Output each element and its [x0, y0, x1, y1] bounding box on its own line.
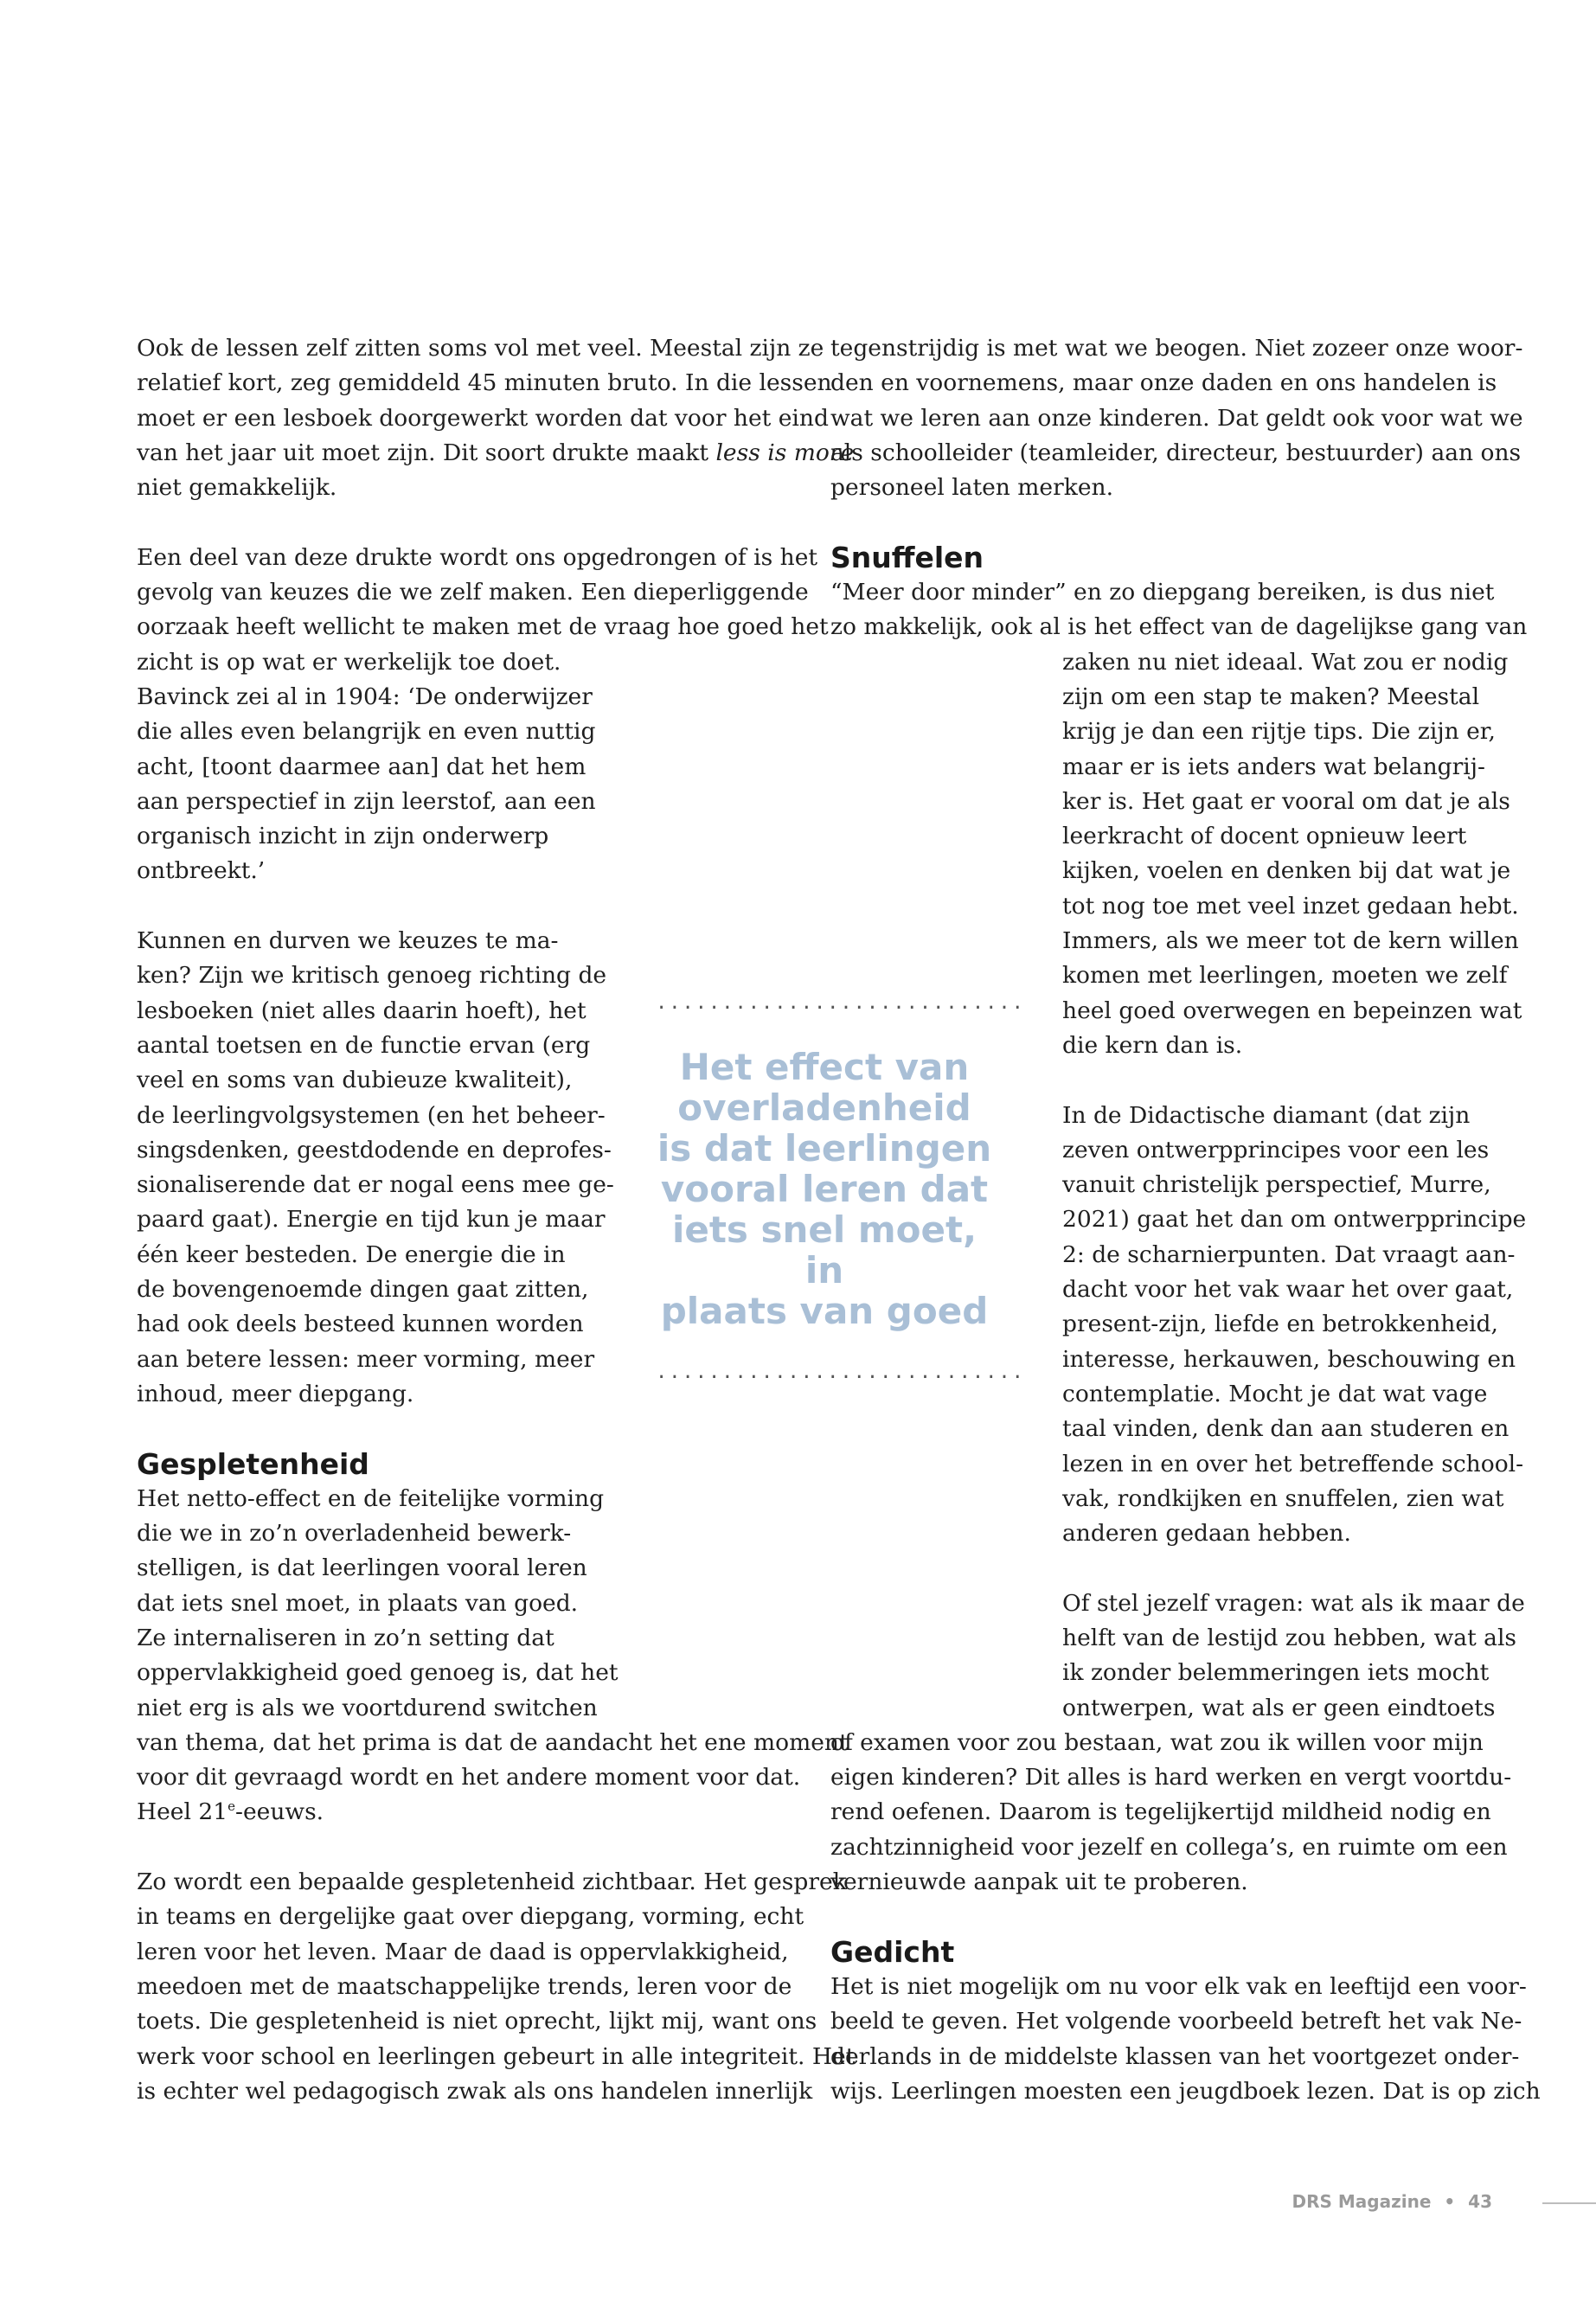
- left-paragraph-4: Het netto-effect en de feitelijke vorming die we in zo’n overladenheid bewerk- stelligen, is dat leerlingen vooral leren dat iets snel moet, in plaats van goed. Ze internaliseren in zo’n setting dat oppervlakkigheid goed genoeg is, dat het niet erg is als we voortdurend switchen van thema, dat het prima is dat de aandacht het ene moment voor dit gevraagd wordt en het andere moment voor dat. Heel 21e-eeuws.: [137, 1484, 849, 1826]
- heading-gedicht: Gedicht: [830, 1934, 955, 1969]
- pull-quote: [656, 992, 1025, 1383]
- footer-separator: •: [1444, 2191, 1456, 2212]
- heading-gespletenheid: Gespletenheid: [137, 1446, 369, 1481]
- right-paragraph-4: Of stel jezelf vragen: wat als ik maar de helft van de lestijd zou hebben, wat als ik zonder belemmeringen iets mocht ontwerpen, wat als er geen eindtoets of examen voor zou bestaan, wat zou ik willen voor mijn eigen kinderen? Dit alles is hard werken en vergt voortdu- rend oefenen. Daarom is tegelijkertijd mildheid nodig en zachtzinnigheid voor jezelf en collega’s, en ruimte om een vernieuwde aanpak uit te proberen.: [830, 1589, 1525, 1896]
- footer-rule: [1542, 2202, 1596, 2204]
- emphasis-less-is-more: less is more: [715, 439, 855, 466]
- left-paragraph-1: Ook de lessen zelf zitten soms vol met veel. Meestal zijn ze relatief kort, zeg gemiddeld 45 minuten bruto. In die lessen moet er een lesboek doorgewerkt worden dat voor het eind van het jaar uit moet zijn. Dit soort drukte maakt less is more niet gemakkelijk.: [137, 335, 855, 502]
- left-paragraph-5: Zo wordt een bepaalde gespletenheid zichtbaar. Het gesprek in teams en dergelijke gaat over diepgang, vorming, echt leren voor het leven. Maar de daad is oppervlakkigheid, meedoen met de maatschappelijke trends, leren voor de toets. Die gespletenheid is niet oprecht, lijkt mij, want ons werk voor school en leerlingen gebeurt in alle integriteit. Het is echter wel pedagogisch zwak als ons handelen innerlijk: [137, 1868, 856, 2105]
- page-number: 43: [1468, 2191, 1492, 2212]
- right-paragraph-5: Het is niet mogelijk om nu voor elk vak en leeftijd een voor- beeld te geven. Het volgende voorbeeld betreft het vak Ne- derlands in de middelste klassen van het voortgezet onder- wijs. Leerlingen moesten een jeugdboek lezen. Dat is op zich: [830, 1972, 1541, 2105]
- right-paragraph-2: “Meer door minder” en zo diepgang bereiken, is dus niet zo makkelijk, ook al is het effect van de dagelijkse gang van zaken nu niet ideaal. Wat zou er nodig zijn om een stap te maken? Meestal krijg je dan een rijtje tips. Die zijn er, maar er is iets anders wat belangrij- ker is. Het gaat er vooral om dat je als leerkracht of docent opnieuw leert kijken, voelen en denken bij dat wat je tot nog toe met veel inzet gedaan hebt. Immers, als we meer tot de kern willen komen met leerlingen, moeten we zelf heel goed overwegen en bepeinzen wat die kern dan is.: [830, 579, 1528, 1059]
- left-paragraph-3: Kunnen en durven we keuzes te ma- ken? Zijn we kritisch genoeg richting de lesboeken (niet alles daarin hoeft), het aantal toetsen en de functie ervan (erg veel en soms van dubieuze kwaliteit), de leerlingvolgsystemen (en het beheer- singsdenken, geestdodende en deprofes- sionaliserende dat er nogal eens mee ge- paard gaat). Energie en tijd kun je maar één keer besteden. De energie die in de bovengenoemde dingen gaat zitten, had ook deels besteed kunnen worden aan betere lessen: meer vorming, meer inhoud, meer diepgang.: [137, 927, 614, 1407]
- magazine-name: DRS Magazine: [1292, 2191, 1432, 2212]
- page-footer: [1292, 2191, 1492, 2212]
- left-paragraph-2: Een deel van deze drukte wordt ons opgedrongen of is het gevolg van keuzes die we zelf maken. Een dieperliggende oorzaak heeft wellicht te maken met de vraag hoe goed het zicht is op wat er werkelijk toe doet. Bavinck zei al in 1904: ‘De onderwijzer die alles even belangrijk en even nuttig acht, [toont daarmee aan] dat het hem aan perspectief in zijn leerstof, aan een organisch inzicht in zijn onderwerp ontbreekt.’: [137, 543, 829, 885]
- right-paragraph-1: tegenstrijdig is met wat we beogen. Niet zozeer onze woor- den en voornemens, maar onze daden en ons handelen is wat we leren aan onze kinderen. Dat geldt ook voor wat we als schoolleider (teamleider, directeur, bestuurder) aan ons personeel laten merken.: [830, 335, 1523, 502]
- right-paragraph-3: In de Didactische diamant (dat zijn zeven ontwerpprincipes voor een les vanuit christelijk perspectief, Murre, 2021) gaat het dan om ontwerpprincipe 2: de scharnierpunten. Dat vraagt aan- dacht voor het vak waar het over gaat, present-zijn, liefde en betrokkenheid, interesse, herkauwen, beschouwing en contemplatie. Mocht je dat wat vage taal vinden, denk dan aan studeren en lezen in en over het betreffende school- vak, rondkijken en snuffelen, zien wat anderen gedaan hebben.: [1062, 1101, 1527, 1548]
- pull-quote-bottom-rule: ............................: [656, 1362, 1025, 1383]
- heading-snuffelen: Snuffelen: [830, 540, 984, 574]
- pull-quote-text: Het effect van overladenheid is dat leerlingen vooral leren dat iets snel moet, in plaats van goed: [657, 1046, 992, 1332]
- pull-quote-top-rule: ............................: [656, 992, 1025, 1014]
